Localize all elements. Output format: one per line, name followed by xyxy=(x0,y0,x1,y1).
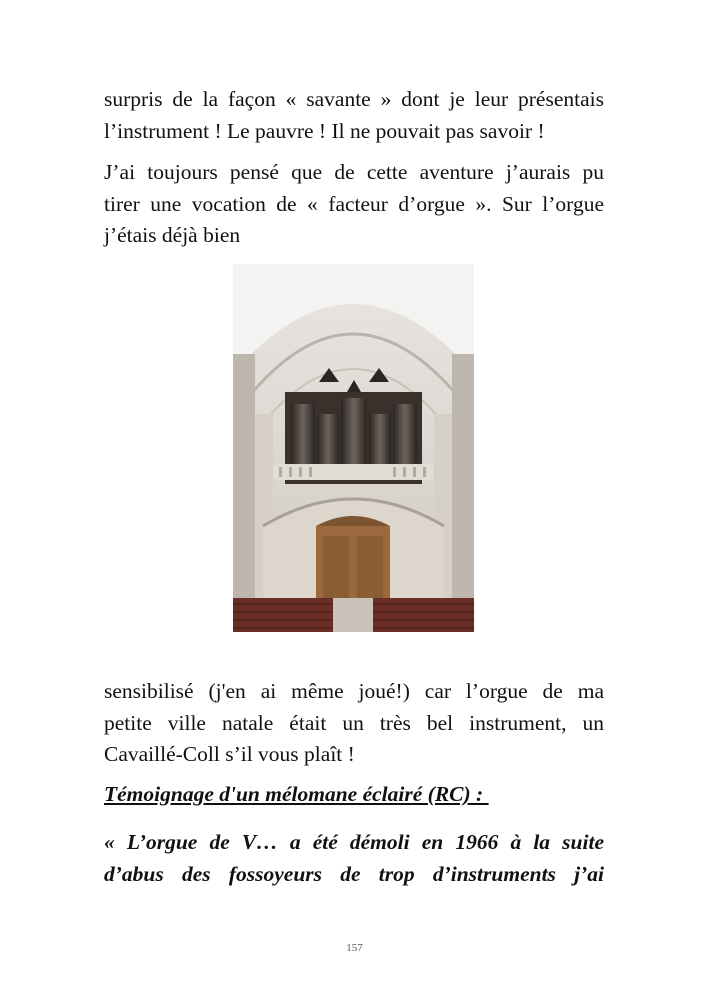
text-line: surpris de la façon « savante » dont je leur présentais xyxy=(104,87,604,111)
section-heading: Témoignage d'un mélomane éclairé (RC) : xyxy=(104,782,489,806)
text-line: petite ville natale était un très bel instrument, un xyxy=(104,710,604,735)
text-line: « L’orgue de V… a été démoli en 1966 à la suite xyxy=(104,830,604,854)
text-line: sensibilisé (j'en ai même joué!) car l’orgue de ma xyxy=(104,679,604,703)
text-line: tirer une vocation de « facteur d’orgue ». Sur l’orgue xyxy=(104,191,604,216)
text-line: l’instrument ! Le pauvre ! Il ne pouvait pas savoir ! xyxy=(104,118,545,143)
testimony-quote xyxy=(104,827,604,890)
paragraph-2 xyxy=(104,157,604,252)
paragraph-3 xyxy=(104,676,604,771)
page-number: 157 xyxy=(346,942,363,954)
text-line: d’abus des fossoyeurs de trop d’instruments j’ai xyxy=(104,861,604,886)
paragraph-1 xyxy=(104,84,604,147)
text-line: Cavaillé-Coll s’il vous plaît ! xyxy=(104,742,355,766)
text-line: J’ai toujours pensé que de cette aventure j’aurais pu xyxy=(104,160,604,184)
text-line: j’étais déjà bien xyxy=(104,223,241,247)
organ-photo xyxy=(233,264,474,632)
